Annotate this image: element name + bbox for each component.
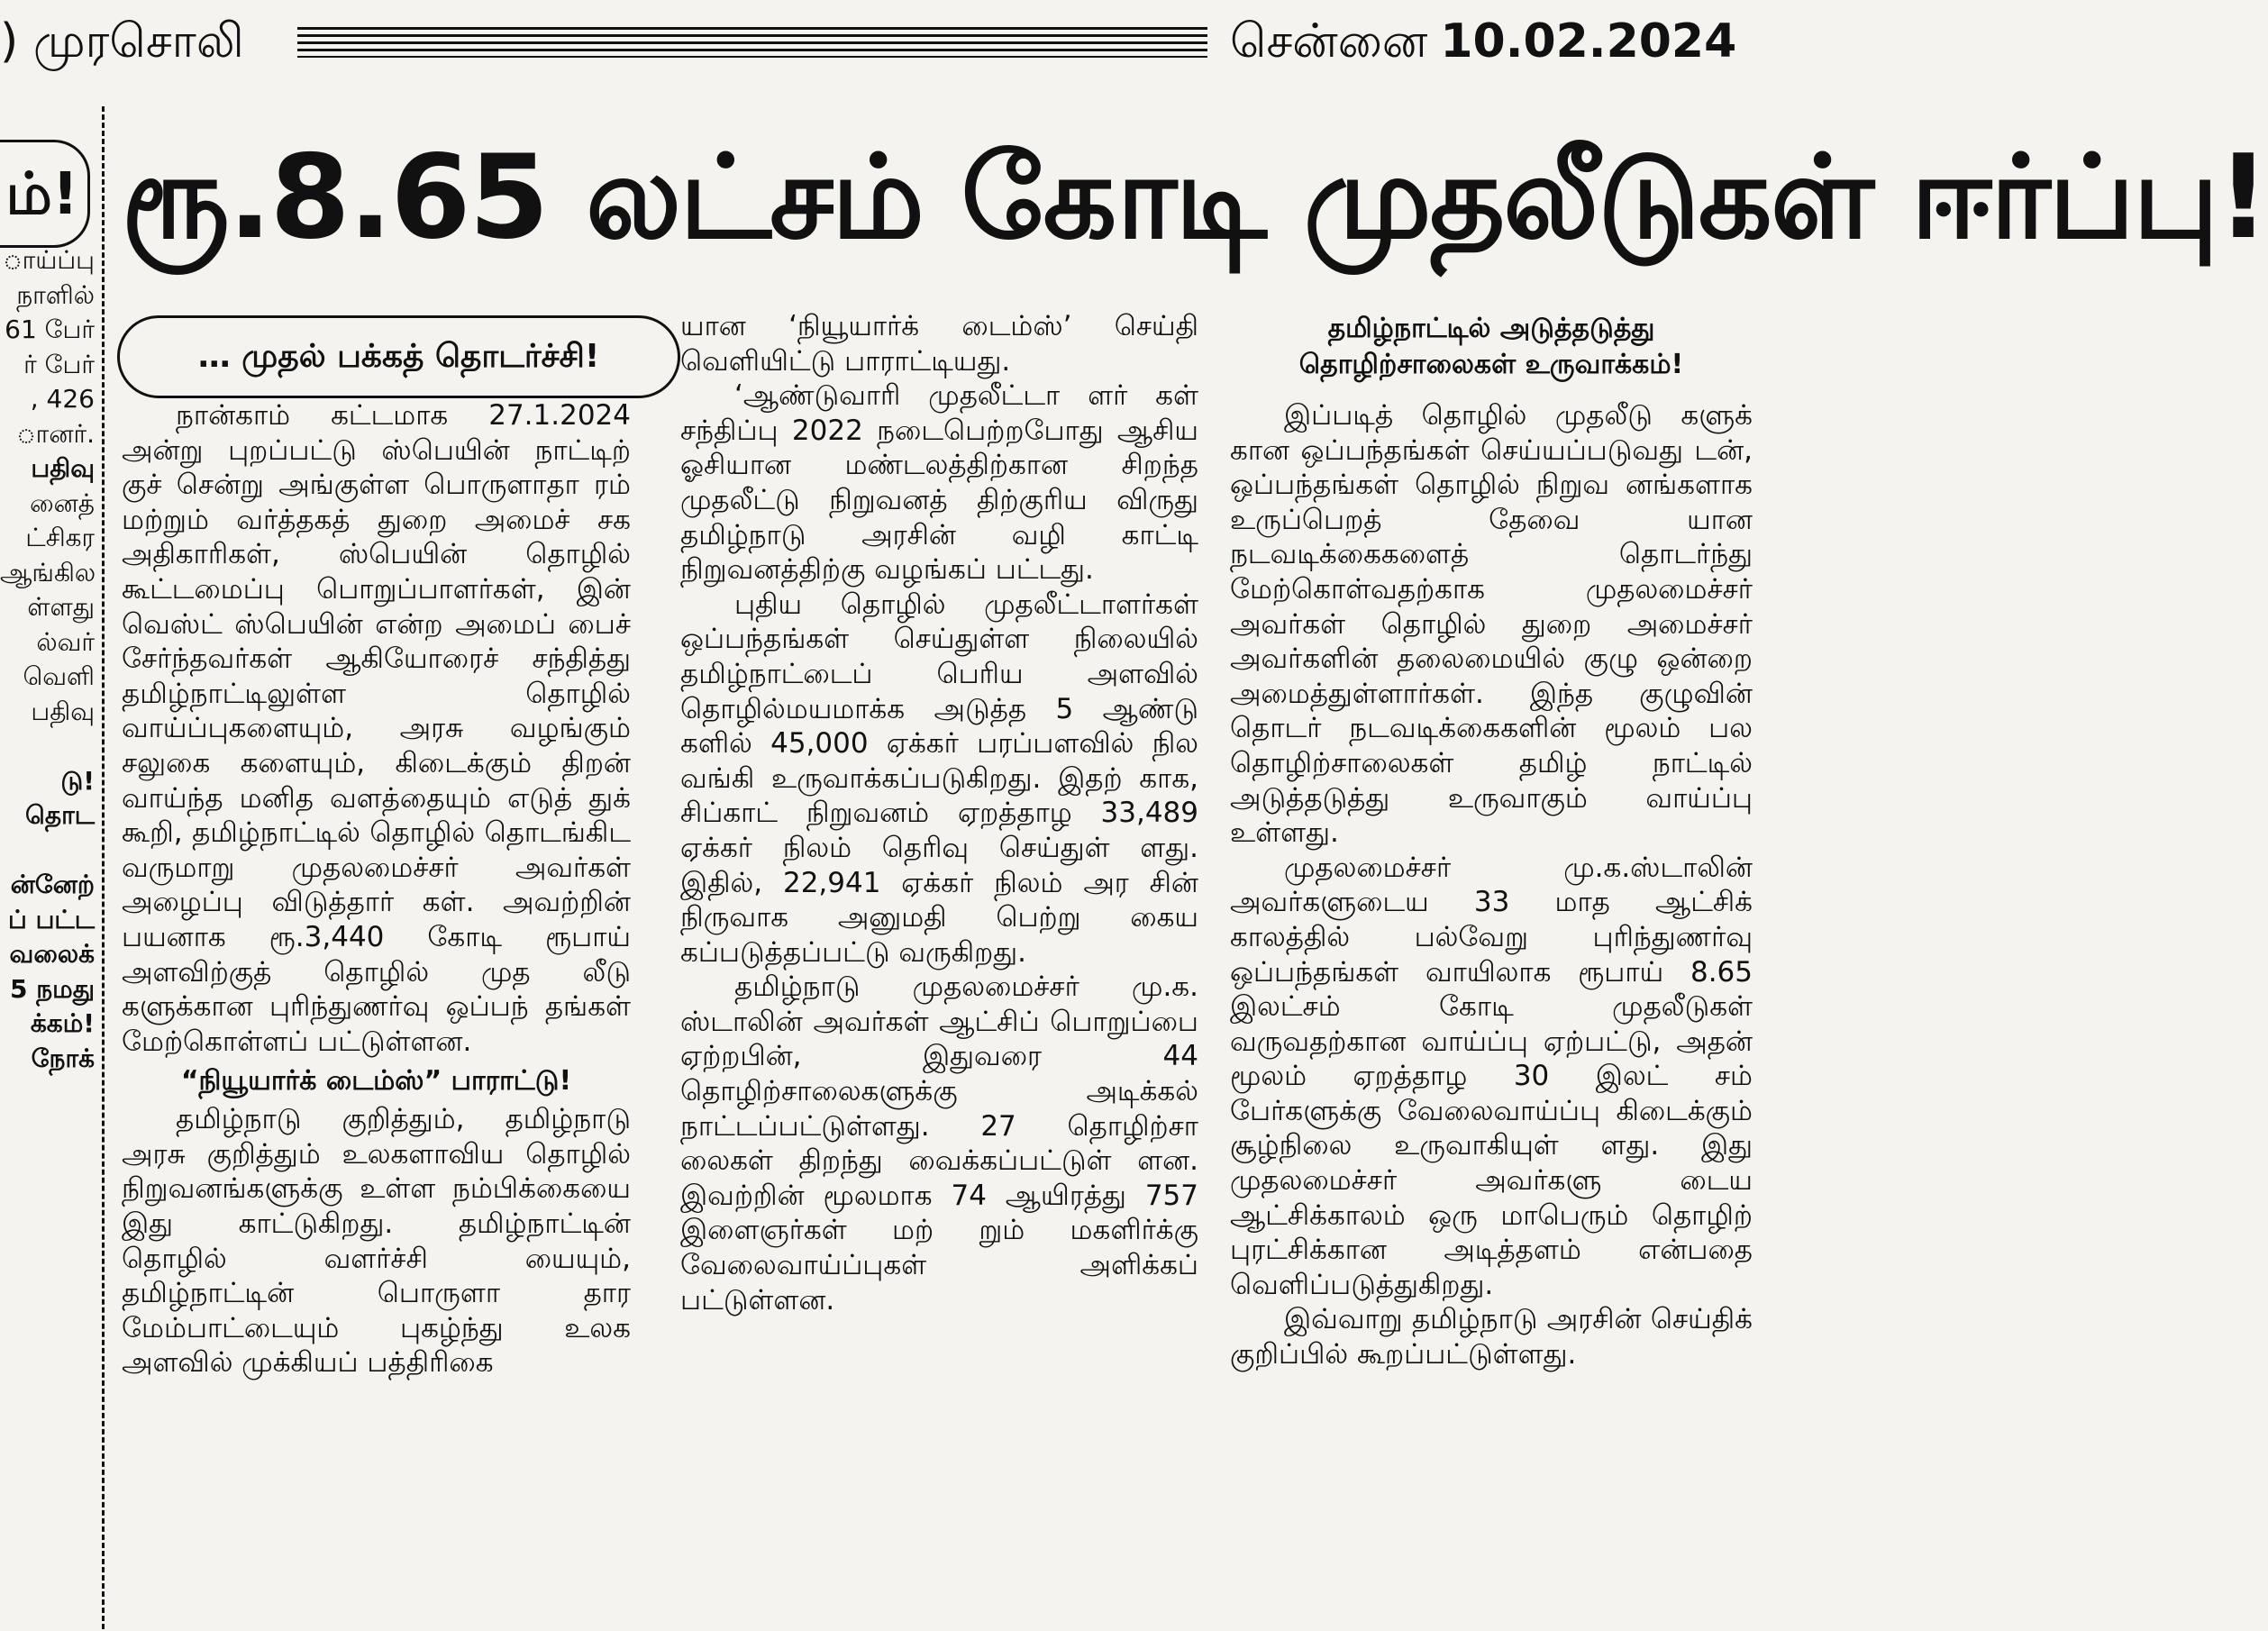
paragraph: தமிழ்நாடு குறித்தும், தமிழ்நாடு அரசு குறித்தும் உலகளாவிய தொழில் நிறுவனங்களுக்கு உள்ள நம்பிக்கையை இது காட்டுகிறது. தமிழ்நாட்டின் தொழில் வளர்ச்சி யையும், தமிழ்நாட்டின் பொருளா தார மேம்பாட்டையும் புகழ்ந்து உலக அளவில் முக்கியப் பத்திரிகை — [122, 1103, 631, 1380]
fragment-line — [0, 834, 95, 869]
fragment-line: ஆங்கில — [0, 557, 96, 588]
fragment-line: தொட — [25, 800, 95, 830]
fragment-line: ட்சிகர — [25, 523, 95, 552]
paragraph: நான்காம் கட்டமாக 27.1.2024 அன்று புறப்பட்டு ஸ்பெயின் நாட்டிற் குச் சென்று அங்குள்ள பொருளாதா ரம் மற்றும் வர்த்தகத் துறை அமைச் சக அதிகாரிகள், ஸ்பெயின் தொழில் கூட்டமைப்பு பொறுப்பாளர்கள், இன் வெஸ்ட் ஸ்பெயின் என்ற அமைப் பைச் சேர்ந்தவர்கள் ஆகியோரைச் சந்தித்து தமிழ்நாட்டிலுள்ள தொழில் வாய்ப்புகளையும், அரசு வழங்கும் சலுகை களையும், கிடைக்கும் திறன் வாய்ந்த மனித வளத்தையும் எடுத் துக் கூறி, தமிழ்நாட்டில் தொழில் தொடங்கிட வருமாறு முதலமைச்சர் அவர்கள் அழைப்பு விடுத்தார் கள். அவற்றின் பயனாக ரூ.3,440 கோடி ரூபாய் அளவிற்குத் தொழில் முத லீடு களுக்கான புரிந்துணர்வு ஒப்பந் தங்கள் மேற்கொள்ளப் பட்டுள்ளன. — [122, 399, 631, 1058]
main-headline: ரூ.8.65 லட்சம் கோடி முதலீடுகள் ஈர்ப்பு! — [122, 131, 2268, 265]
fragment-line: ர் பேர் — [23, 349, 95, 379]
paragraph: முதலமைச்சர் மு.க.ஸ்டாலின் அவர்களுடைய 33 மாத ஆட்சிக் காலத்தில் பல்வேறு புரிந்துணர்வு ஒப்பந்தங்கள் வாயிலாக ரூபாய் 8.65 இலட்சம் கோடி முதலீடுகள் வருவதற்கான வாய்ப்பு ஏற்பட்டு, அதன் மூலம் ஏறத்தாழ 30 இலட் சம் பேர்களுக்கு வேலைவாய்ப்பு கிடைக்கும் சூழ்நிலை உருவாகியுள் ளது. இது முதலமைச்சர் அவர்களு டைய ஆட்சிக்காலம் ஒரு மாபெரும் தொழிற் புரட்சிக்கான அடித்தளம் என்பதை வெளிப்படுத்துகிறது. — [1230, 851, 1753, 1301]
prev-article-headline-fragment: ம்! — [0, 140, 90, 248]
prev-article-text-fragment — [0, 243, 95, 1111]
article-column-2 — [680, 309, 1198, 1317]
fragment-line: 5 நமது — [9, 973, 95, 1004]
continuation-label: … முதல் பக்கத் தொடர்ச்சி! — [117, 315, 680, 398]
newspaper-logo: ) முரசொலி — [0, 14, 244, 68]
article-column-1 — [122, 398, 631, 1380]
fragment-line: 61 பேர் — [5, 314, 95, 344]
fragment-line: ல்வர் — [36, 626, 95, 657]
fragment-line: பதிவு — [31, 453, 95, 483]
masthead-rule — [297, 27, 1207, 58]
paragraph: ‘ஆண்டுவாரி முதலீட்டா ளர் கள் சந்திப்பு 2022 நடைபெற்றபோது ஆசிய ஓசியான மண்டலத்திற்கான சிறந்த முதலீட்டு நிறுவனத் திற்குரிய விருது தமிழ்நாடு அரசின் வழி காட்டி நிறுவனத்திற்கு வழங்கப் பட்டது. — [680, 379, 1198, 587]
fragment-line: க்கம்! — [30, 1008, 95, 1038]
fragment-line: ன்னேற் — [10, 870, 95, 899]
subheading-nyt: “நியூயார்க் டைம்ஸ்” பாராட்டு! — [180, 1065, 572, 1098]
paragraph: இவ்வாறு தமிழ்நாடு அரசின் செய்திக் குறிப்பில் கூறப்பட்டுள்ளது. — [1230, 1303, 1753, 1371]
fragment-line: நாளில் — [16, 279, 95, 310]
column-3-subheading — [1230, 311, 1753, 383]
fragment-line: வெளி — [23, 661, 95, 691]
fragment-line: னைத் — [30, 487, 95, 518]
city-name: சென்னை — [1230, 14, 1428, 68]
paragraph: புதிய தொழில் முதலீட்டாளர்கள் ஒப்பந்தங்கள் செய்துள்ள நிலையில் தமிழ்நாட்டைப் பெரிய அளவில் தொழில்மயமாக்க அடுத்த 5 ஆண்டு களில் 45,000 ஏக்கர் பரப்பளவில் நில வங்கி உருவாக்கப்படுகிறது. இதற் காக, சிப்காட் நிறுவனம் ஏறத்தாழ 33,489 ஏக்கர் நிலம் தெரிவு செய்துள் ளது. இதில், 22,941 ஏக்கர் நிலம் அர சின் நிருவாக அனுமதி பெற்று கைய கப்படுத்தப்பட்டு வருகிறது. — [680, 588, 1198, 969]
fragment-line: ானர். — [16, 418, 95, 449]
fragment-line — [0, 1076, 95, 1111]
issue-date: 10.02.2024 — [1440, 14, 1737, 68]
fragment-line: ாய்ப்பு — [3, 245, 95, 275]
subheading-line: தொழிற்சாலைகள் உருவாக்கம்! — [1298, 349, 1684, 380]
paragraph: இப்படித் தொழில் முதலீடு களுக் கான ஒப்பந்தங்கள் செய்யப்படுவது டன், ஒப்பந்தங்கள் தொழில் நிறுவ னங்களாக உருப்பெறத் தேவை யான நடவடிக்கைகளைத் தொடர்ந்து மேற்கொள்வதற்காக முதலமைச்சர் அவர்கள் தொழில் துறை அமைச்சர் அவர்களின் தலைமையில் குழு ஒன்றை அமைத்துள்ளார்கள். இந்த குழுவின் தொடர் நடவடிக்கைகளின் மூலம் பல தொழிற்சாலைகள் தமிழ் நாட்டில் அடுத்தடுத்து உருவாகும் வாய்ப்பு உள்ளது. — [1230, 399, 1753, 850]
fragment-line: வலைக் — [9, 939, 95, 969]
paragraph: யான ‘நியூயார்க் டைம்ஸ்’ செய்தி வெளியிட்டு பாராட்டியது. — [680, 310, 1198, 378]
column-divider — [102, 106, 105, 1629]
masthead-dateline — [1230, 0, 1736, 83]
fragment-line: ப் பட்ட — [8, 904, 95, 934]
fragment-line: , 426 — [30, 384, 95, 414]
fragment-line: ள்ளது — [27, 592, 95, 622]
fragment-line — [0, 729, 95, 764]
paragraph: தமிழ்நாடு முதலமைச்சர் மு.க. ஸ்டாலின் அவர்கள் ஆட்சிப் பொறுப்பை ஏற்றபின், இதுவரை 44 தொழிற்சாலைகளுக்கு அடிக்கல் நாட்டப்பட்டுள்ளது. 27 தொழிற்சா லைகள் திறந்து வைக்கப்பட்டுள் ளன. இவற்றின் மூலமாக 74 ஆயிரத்து 757 இளைஞர்கள் மற் றும் மகளிர்க்கு வேலைவாய்ப்புகள் அளிக்கப் பட்டுள்ளன. — [680, 970, 1198, 1317]
subheading-line: தமிழ்நாட்டில் அடுத்தடுத்து — [1327, 313, 1655, 344]
fragment-line: நோக் — [31, 1043, 95, 1073]
article-column-3 — [1230, 398, 1753, 1372]
fragment-line: டு! — [60, 765, 95, 796]
fragment-line: பதிவு — [31, 696, 95, 726]
